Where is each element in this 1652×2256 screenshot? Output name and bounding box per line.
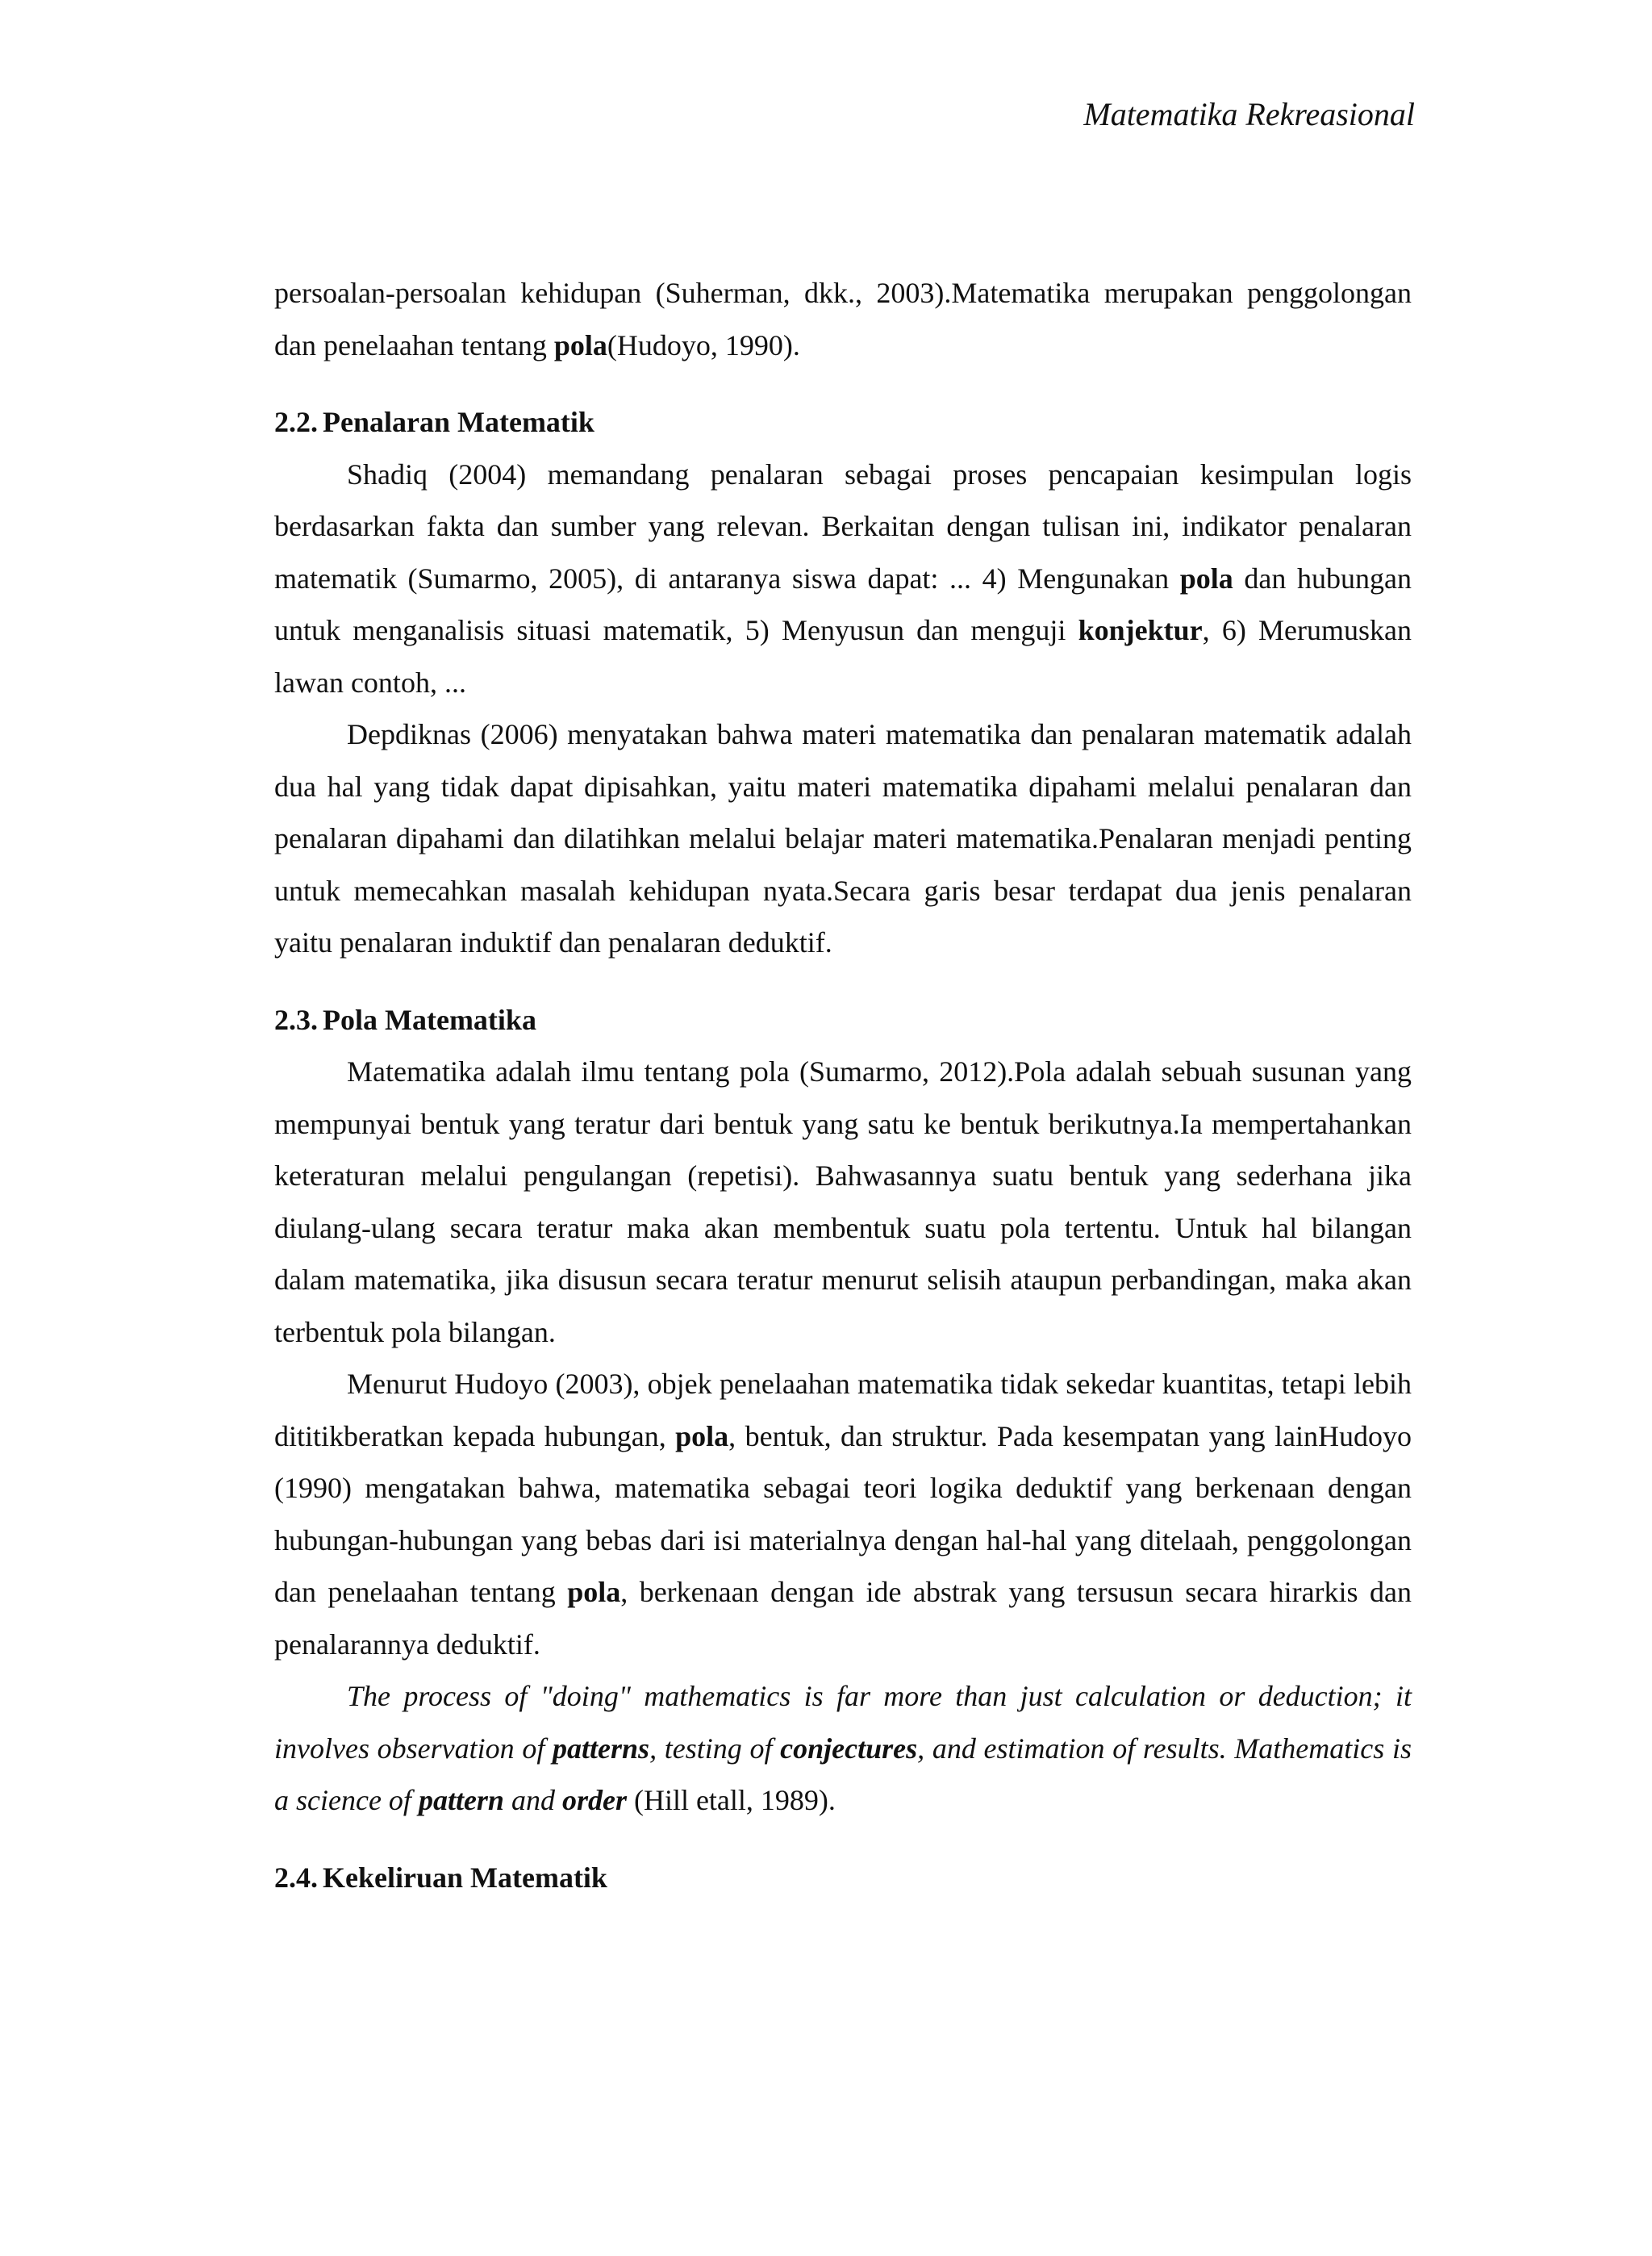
quote-citation: (Hill etall, 1989).	[626, 1784, 836, 1816]
paragraph-text: Shadiq (2004) memandang penalaran sebagai proses pencapaian kesimpulan logis berdasarkan fakta dan sumber yang relevan. Berkaitan dengan tulisan ini, indikator penalaran matematik (Sumarmo, 2005), di antaranya siswa dapat: ... 4) Mengunakan	[274, 457, 1412, 595]
intro-citation: (Hudoyo, 1990).	[607, 328, 800, 361]
section-title: Pola Matematika	[323, 1003, 536, 1036]
bold-term-patterns: patterns	[553, 1732, 650, 1765]
quote-text: The process of "doing" mathematics is far more than just calculation or deduction; it involves observation of	[274, 1680, 1412, 1765]
section-number: 2.2.	[274, 406, 318, 438]
quote-text: , and estimation of results. Mathematics is a science of	[274, 1732, 1412, 1816]
bold-term-pola: pola	[675, 1419, 729, 1452]
paragraph-text: , berkenaan dengan ide abstrak yang tersusun secara hirarkis dan penalarannya deduktif.	[274, 1576, 1412, 1661]
bold-term-conjectures: conjectures	[780, 1732, 918, 1765]
bold-term-order: order	[561, 1784, 627, 1816]
paragraph-2-2-1	[274, 449, 1412, 709]
quote-text: , testing of	[649, 1732, 781, 1765]
quote-paragraph	[274, 1670, 1412, 1827]
paragraph-2-3-2	[274, 1358, 1412, 1670]
section-title: Kekeliruan Matematik	[323, 1861, 607, 1894]
paragraph-2-2-2: Depdiknas (2006) menyatakan bahwa materi matematika dan penalaran matematik adalah dua hal yang tidak dapat dipisahkan, yaitu materi matematika dipahami melalui penalaran dan penalaran dipahami dan dilatihkan melalui belajar materi matematika.Penalaran menjadi penting untuk memecahkan masalah kehidupan nyata.Secara garis besar terdapat dua jenis penalaran yaitu penalaran induktif dan penalaran deduktif.	[274, 718, 1412, 959]
paragraph-text: , 6) Merumuskan lawan contoh, ...	[274, 614, 1412, 699]
intro-text: persoalan-persoalan kehidupan (Suherman, dkk., 2003).Matematika merupakan penggolongan dan penelaahan tentang	[274, 277, 1412, 361]
section-heading-2-4	[274, 1852, 1412, 1904]
paragraph-text: , bentuk, dan struktur. Pada kesempatan yang lainHudoyo (1990) mengatakan bahwa, matematika sebagai teori logika deduktif yang berkenaan dengan hubungan-hubungan yang bebas dari isi materialnya dengan hal-hal yang ditelaah, penggolongan dan penelaahan tentang	[274, 1419, 1412, 1608]
paragraph-text: dan hubungan untuk menganalisis situasi matematik, 5) Menyusun dan menguji	[274, 562, 1412, 646]
bold-term-pattern: pattern	[418, 1784, 504, 1816]
running-header: Matematika Rekreasional	[1083, 96, 1415, 132]
bold-term-konjektur: konjektur	[1078, 614, 1203, 646]
bold-term-pola: pola	[567, 1576, 621, 1608]
section-heading-2-2	[274, 396, 1412, 449]
bold-term-pola: pola	[1179, 562, 1233, 595]
section-number: 2.3.	[274, 1003, 318, 1036]
section-number: 2.4.	[274, 1861, 318, 1894]
page-body	[274, 267, 1412, 1903]
quote-text: and	[503, 1784, 562, 1816]
section-title: Penalaran Matematik	[323, 406, 594, 438]
intro-bold-pola: pola	[553, 328, 607, 361]
section-heading-2-3	[274, 994, 1412, 1047]
paragraph-text: Menurut Hudoyo (2003), objek penelaahan matematika tidak sekedar kuantitas, tetapi lebih dititikberatkan kepada hubungan,	[274, 1368, 1412, 1452]
paragraph-2-3-1: Matematika adalah ilmu tentang pola (Sumarmo, 2012).Pola adalah sebuah susunan yang mempunyai bentuk yang teratur dari bentuk yang satu ke bentuk berikutnya.Ia mempertahankan keteraturan melalui pengulangan (repetisi). Bahwasannya suatu bentuk yang sederhana jika diulang-ulang secara teratur maka akan membentuk suatu pola tertentu. Untuk hal bilangan dalam matematika, jika disusun secara teratur menurut selisih ataupun perbandingan, maka akan terbentuk pola bilangan.	[274, 1055, 1412, 1348]
intro-paragraph	[274, 267, 1412, 371]
